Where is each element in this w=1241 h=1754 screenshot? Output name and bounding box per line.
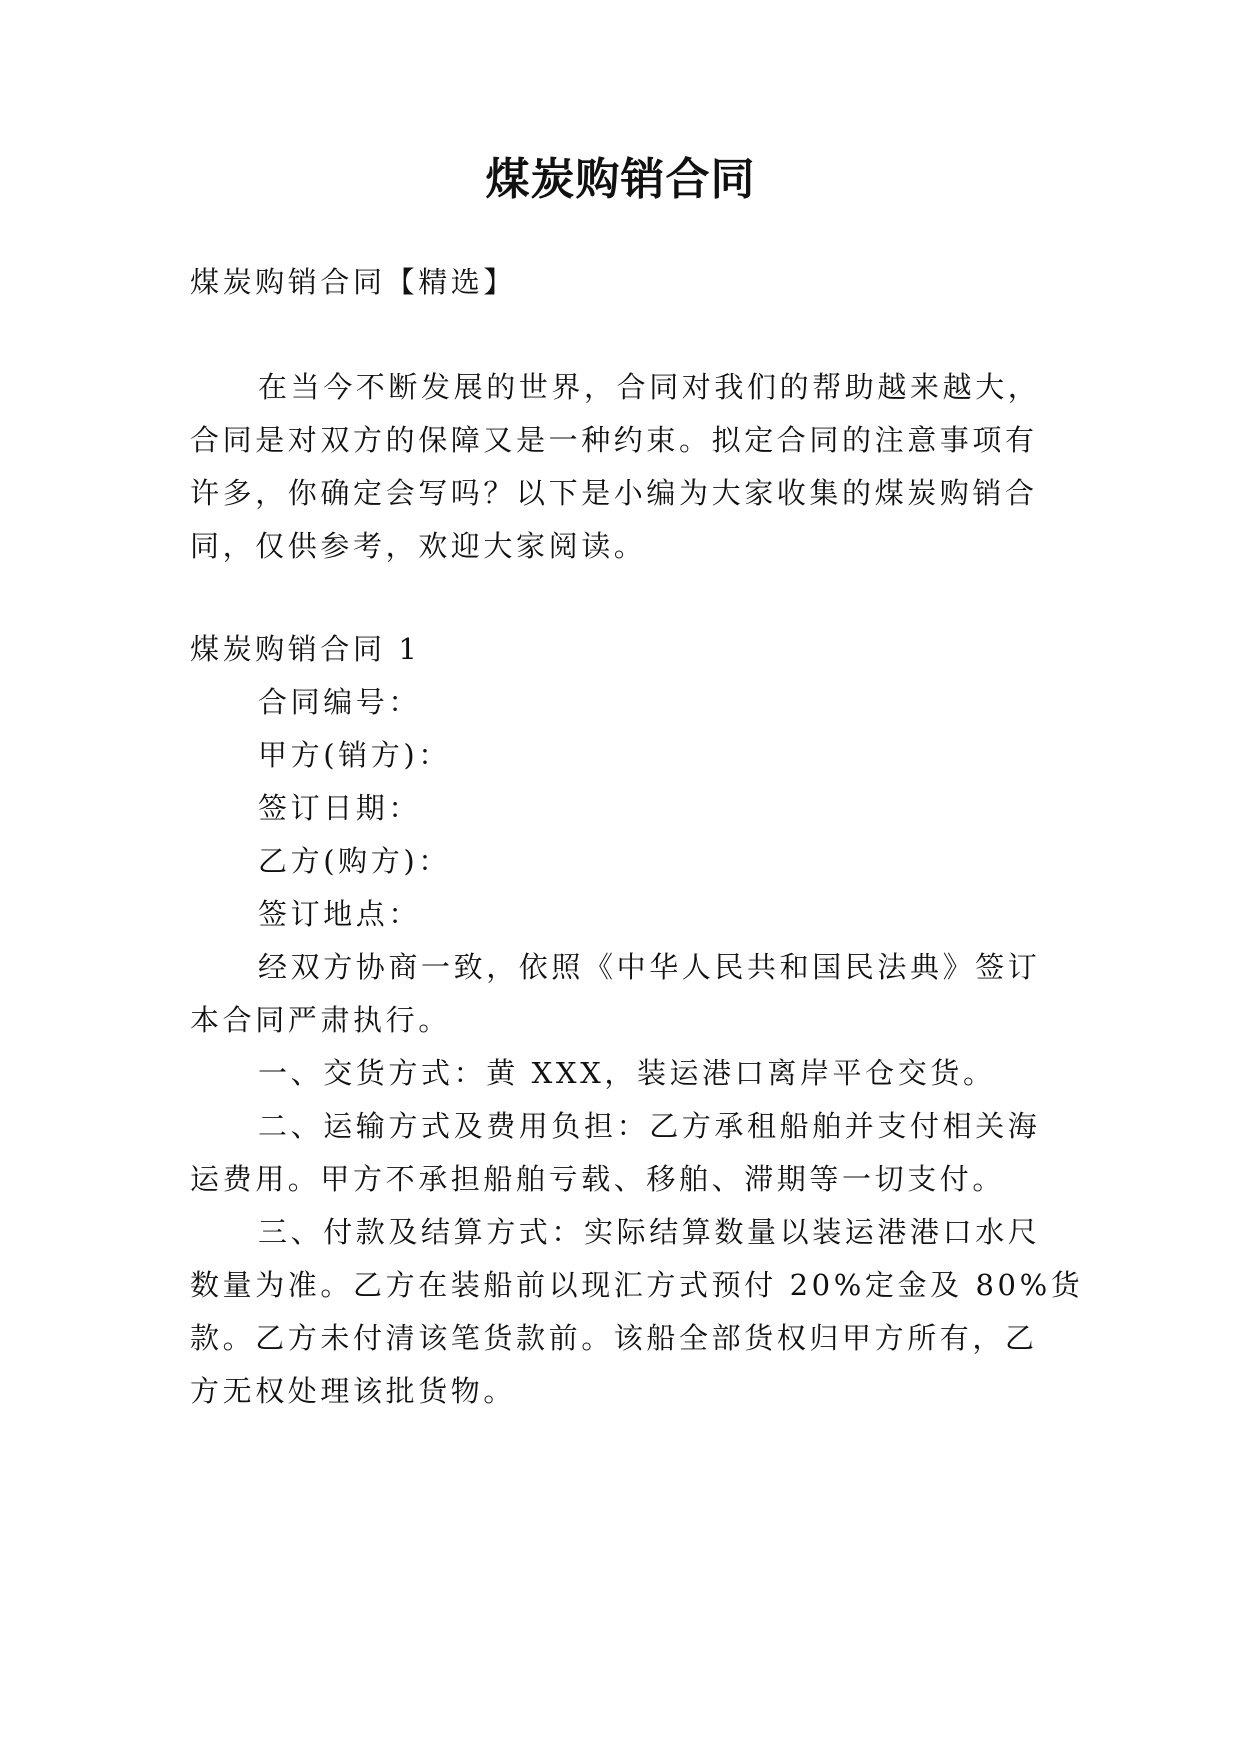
- body-line: 本合同严肃执行。: [190, 1003, 451, 1037]
- document-title: 煤炭购销合同: [485, 154, 756, 205]
- clause-3-cont: 方无权处理该批货物。: [190, 1374, 517, 1408]
- field-signing-date: 签订日期：: [258, 791, 422, 825]
- intro-line: 在当今不断发展的世界，合同对我们的帮助越来越大，: [258, 370, 1041, 404]
- clause-2: 二、运输方式及费用负担：乙方承租船舶并支付相关海: [258, 1109, 1041, 1143]
- clause-2-cont: 运费用。甲方不承担船舶亏载、移舶、滞期等一切支付。: [190, 1162, 1006, 1196]
- clause-3-cont: 款。乙方未付清该笔货款前。该船全部货权归甲方所有，乙: [190, 1321, 1038, 1355]
- intro-line: 同，仅供参考，欢迎大家阅读。: [190, 529, 647, 563]
- field-party-a: 甲方(销方)：: [258, 738, 451, 772]
- intro-line: 合同是对双方的保障又是一种约束。拟定合同的注意事项有: [190, 423, 1038, 457]
- document-subtitle: 煤炭购销合同【精选】: [190, 265, 517, 299]
- clause-3-cont: 数量为准。乙方在装船前以现汇方式预付 20%定金及 80%货: [190, 1268, 1084, 1302]
- field-contract-number: 合同编号：: [258, 685, 422, 719]
- clause-1: 一、交货方式：黄 XXX，装运港口离岸平仓交货。: [258, 1056, 996, 1090]
- field-signing-place: 签订地点：: [258, 897, 422, 931]
- section-heading: 煤炭购销合同 1: [190, 632, 421, 666]
- field-party-b: 乙方(购方)：: [258, 844, 451, 878]
- intro-line: 许多，你确定会写吗？以下是小编为大家收集的煤炭购销合: [190, 476, 1038, 510]
- body-line: 经双方协商一致，依照《中华人民共和国民法典》签订: [258, 950, 1041, 984]
- clause-3: 三、付款及结算方式：实际结算数量以装运港港口水尺: [258, 1215, 1041, 1249]
